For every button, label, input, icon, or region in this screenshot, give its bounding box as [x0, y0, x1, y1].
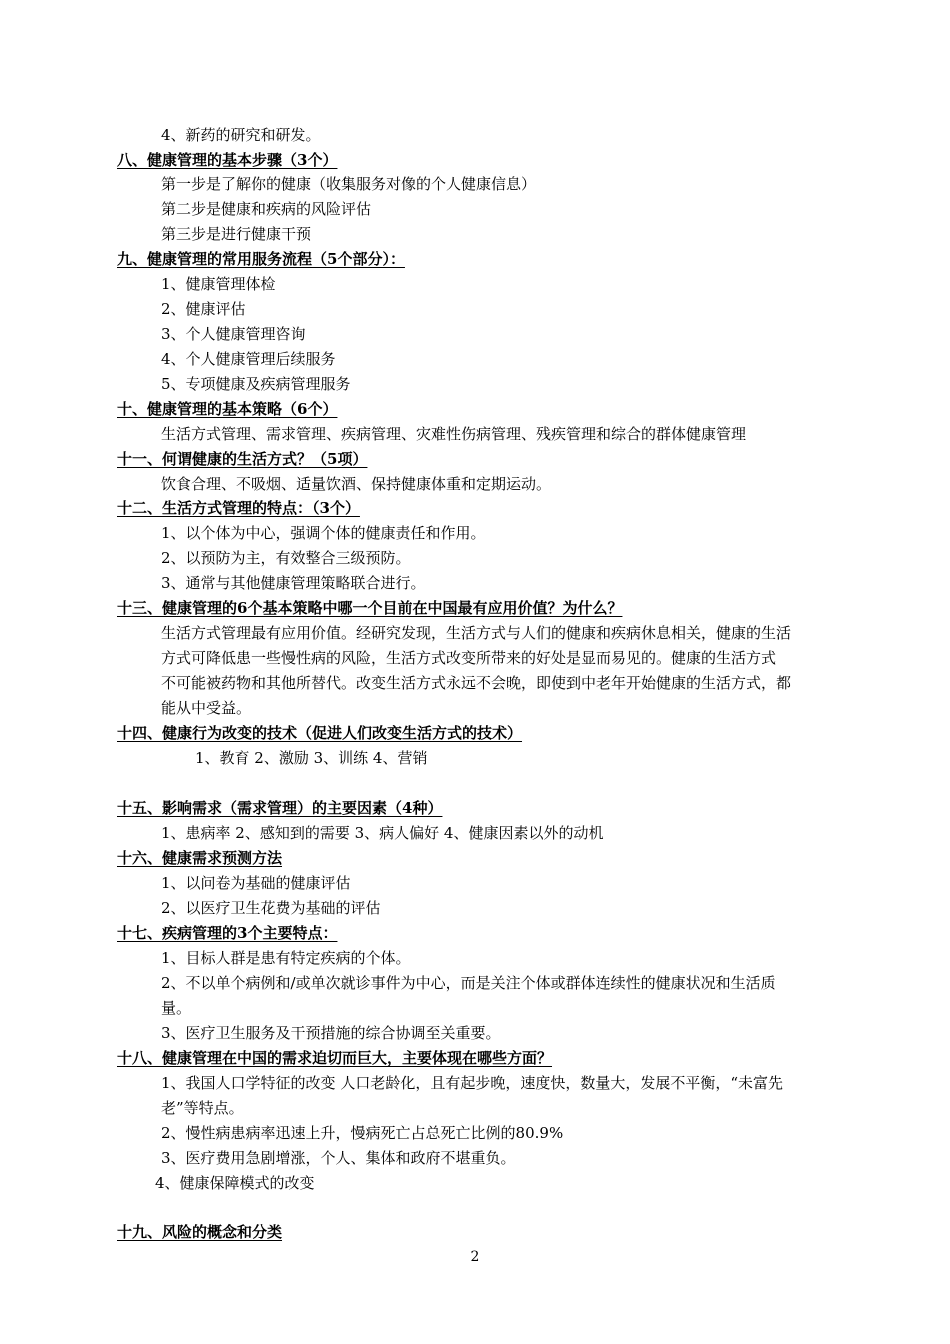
section-heading: 八、健康管理的基本步骤（3个）	[117, 151, 338, 169]
section-heading: 九、健康管理的常用服务流程（5个部分）：	[117, 250, 405, 268]
body-line: 1、以问卷为基础的健康评估	[161, 874, 351, 892]
body-line: 2、健康评估	[161, 300, 246, 318]
body-line: 第一步是了解你的健康（收集服务对像的个人健康信息）	[161, 175, 537, 193]
body-line: 方式可降低患一些慢性病的风险，生活方式改变所带来的好处是显而易见的。健康的生活方式	[161, 649, 777, 667]
body-line: 第三步是进行健康干预	[161, 225, 312, 243]
section-heading: 十二、生活方式管理的特点：（3个）	[117, 499, 360, 517]
page-number: 2	[470, 1249, 480, 1265]
body-line: 不可能被药物和其他所替代。改变生活方式永远不会晚，即使到中老年开始健康的生活方式，都	[161, 674, 792, 692]
body-line: 量。	[161, 999, 192, 1017]
body-line: 2、不以单个病例和/或单次就诊事件为中心，而是关注个体或群体连续性的健康状况和生活质	[161, 974, 776, 992]
body-line: 2、以医疗卫生花费为基础的评估	[161, 899, 381, 917]
body-line: 1、教育 2、激励 3、训练 4、营销	[195, 749, 428, 767]
body-line: 老”等特点。	[161, 1099, 244, 1117]
body-line: 1、目标人群是患有特定疾病的个体。	[161, 949, 411, 967]
body-line: 5、专项健康及疾病管理服务	[161, 375, 351, 393]
body-line: 4、个人健康管理后续服务	[161, 350, 336, 368]
body-line: 2、慢性病患病率迅速上升，慢病死亡占总死亡比例的80.9%	[161, 1124, 564, 1142]
body-line: 1、以个体为中心，强调个体的健康责任和作用。	[161, 524, 486, 542]
section-heading: 十九、风险的概念和分类	[117, 1223, 283, 1241]
body-line: 3、医疗费用急剧增涨，个人、集体和政府不堪重负。	[161, 1149, 516, 1167]
body-line: 生活方式管理最有应用价值。经研究发现，生活方式与人们的健康和疾病休息相关，健康的生活	[161, 624, 792, 642]
body-line: 生活方式管理、需求管理、疾病管理、灾难性伤病管理、残疾管理和综合的群体健康管理	[161, 425, 747, 443]
section-heading: 十一、何谓健康的生活方式？（5项）	[117, 450, 368, 468]
body-line: 4、健康保障模式的改变	[155, 1174, 315, 1192]
section-heading: 十四、健康行为改变的技术（促进人们改变生活方式的技术）	[117, 724, 523, 742]
body-line: 2、以预防为主，有效整合三级预防。	[161, 549, 411, 567]
body-line: 3、通常与其他健康管理策略联合进行。	[161, 574, 426, 592]
section-heading: 十七、疾病管理的3个主要特点：	[117, 924, 338, 942]
body-line: 1、我国人口学特征的改变 人口老龄化，且有起步晚，速度快，数量大，发展不平衡，“未富先	[161, 1074, 783, 1092]
section-heading: 十八、健康管理在中国的需求迫切而巨大，主要体现在哪些方面？	[117, 1049, 553, 1067]
section-heading: 十、健康管理的基本策略（6个）	[117, 400, 338, 418]
body-line: 4、新药的研究和研发。	[161, 126, 321, 144]
section-heading: 十五、影响需求（需求管理）的主要因素（4种）	[117, 799, 443, 817]
body-line: 能从中受益。	[161, 699, 252, 717]
body-line: 饮食合理、不吸烟、适量饮酒、保持健康体重和定期运动。	[161, 475, 552, 493]
section-heading: 十六、健康需求预测方法	[117, 849, 283, 867]
body-line: 1、健康管理体检	[161, 275, 276, 293]
body-line: 3、医疗卫生服务及干预措施的综合协调至关重要。	[161, 1024, 501, 1042]
body-line: 1、患病率 2、感知到的需要 3、病人偏好 4、健康因素以外的动机	[161, 824, 604, 842]
section-heading: 十三、健康管理的6个基本策略中哪一个目前在中国最有应用价值？为什么？	[117, 599, 623, 617]
body-line: 第二步是健康和疾病的风险评估	[161, 200, 372, 218]
body-line: 3、个人健康管理咨询	[161, 325, 306, 343]
